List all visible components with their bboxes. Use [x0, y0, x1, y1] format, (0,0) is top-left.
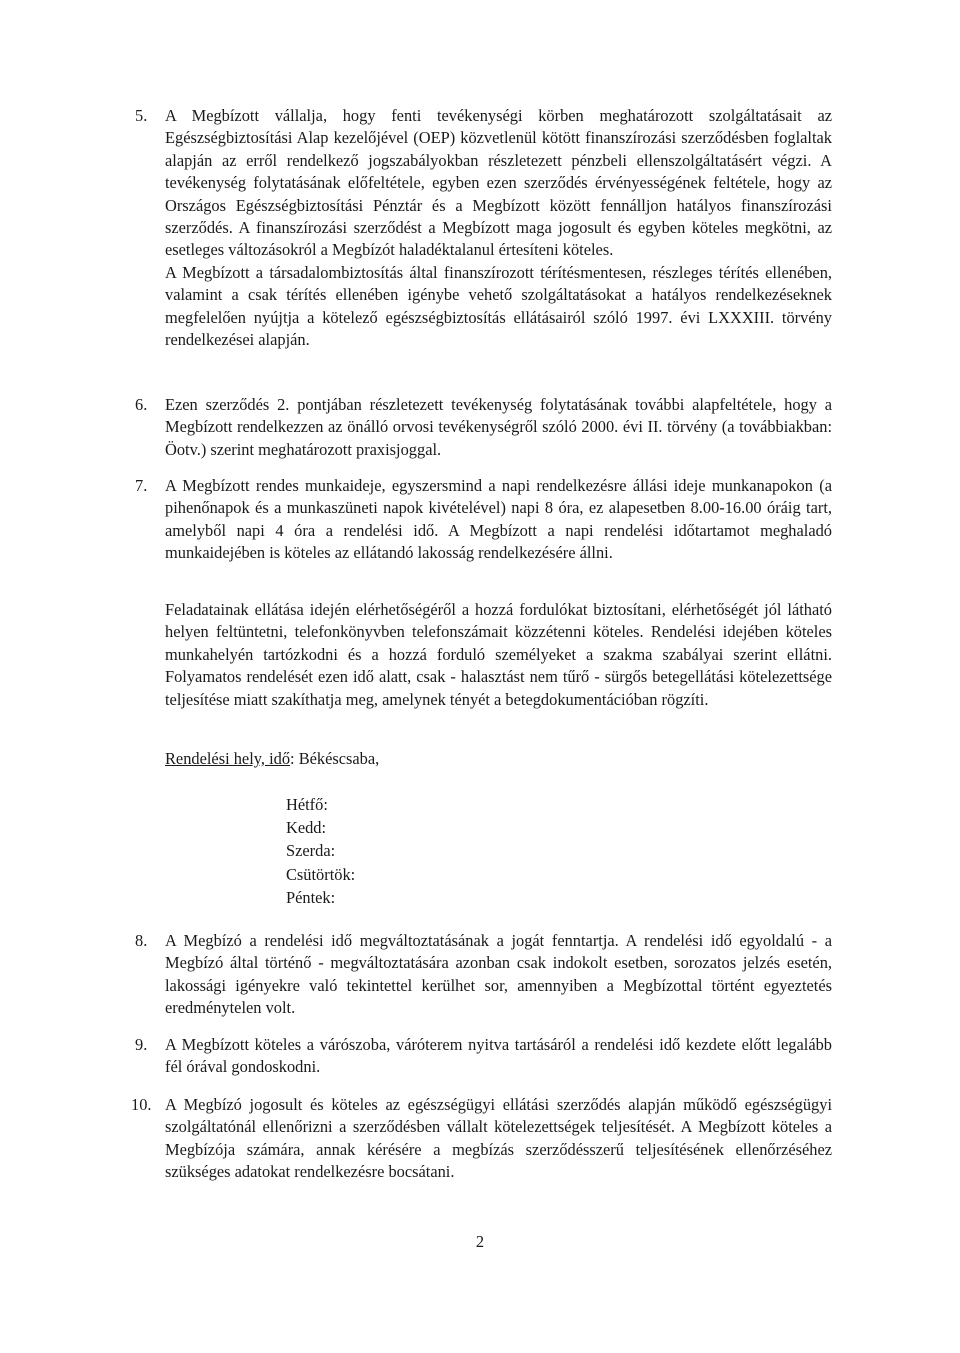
clause-body	[165, 394, 832, 461]
clause-body	[165, 105, 832, 351]
schedule-day-thursday: Csütörtök:	[286, 864, 356, 884]
clause-paragraph: A Megbízó jogosult és köteles az egészségügyi ellátási szerződés alapján működő egészségügyi szolgáltatónál ellenőrizni a szerződésben vállalt kötelezettségek teljesítését. A Megbízott köteles a Megbízója számára, annak kérésére a megbízás szerződésszerű teljesítésének ellenőrzéséhez szükséges adatokat rendelkezésre bocsátani.	[165, 1095, 832, 1182]
schedule-label: Rendelési hely, idő	[165, 749, 291, 768]
clause-7	[135, 475, 832, 565]
clause-7-availability	[165, 599, 832, 711]
clause-body	[165, 1034, 832, 1079]
schedule-day-tuesday: Kedd:	[286, 818, 327, 838]
clause-number: 7.	[135, 476, 148, 495]
schedule-day-monday: Hétfő:	[286, 795, 328, 814]
schedule-day-friday: Péntek:	[286, 887, 336, 907]
clause-paragraph: Feladatainak ellátása idején elérhetőségéről a hozzá fordulókat biztosítani, elérhetőségét jól látható helyen feltüntetni, telefonkönyvben telefonszámait közzétenni köteles. Rendelési idejében köteles munkahelyén tartózkodni és a hozzá forduló személyeket a szakma szabályai szerint ellátni. Folyamatos rendelését ezen idő alatt, csak - halasztást nem tűrő - sürgős betegellátási kötelezettsége teljesítése miatt szakíthatja meg, amelynek tényét a betegdokumentációban rögzíti.	[165, 600, 832, 709]
clause-number: 8.	[135, 931, 148, 950]
clause-9	[135, 1034, 832, 1079]
clause-paragraph: A Megbízott a társadalombiztosítás által finanszírozott térítésmentesen, részleges térítés ellenében, valamint a csak térítés ellenében igénybe vehető szolgáltatásokat a hatályos rendelkezéseknek megfelelően nyújtja a kötelező egészségbiztosítás ellátásairól szóló 1997. évi LXXXIII. törvény rendelkezései alapján.	[165, 262, 832, 350]
clause-body	[165, 475, 832, 565]
clause-5	[135, 105, 832, 351]
clause-number: 9.	[135, 1035, 148, 1054]
clause-8	[135, 930, 832, 1020]
page-number: 2	[475, 1232, 485, 1251]
clause-number: 6.	[135, 395, 148, 414]
clause-paragraph: A Megbízó a rendelési idő megváltoztatásának a jogát fenntartja. A rendelési idő egyoldalú - a Megbízó által történő - megváltoztatására azonban csak indokolt esetben, sorozatos jelzés esetén, lakossági igényekre való tekintettel kerülhet sor, amennyiben a Megbízottal történt egyeztetés eredménytelen volt.	[165, 931, 832, 1018]
clause-paragraph: A Megbízott rendes munkaideje, egyszersmind a napi rendelkezésre állási ideje munkanapokon (a pihenőnapok és a munkaszüneti napok kivételével) napi 8 óra, ez alapesetben 8.00-16.00 óráig tart, amelyből napi 4 óra a rendelési idő. A Megbízott a napi rendelési időtartamot meghaladó munkaidejében is köteles az ellátandó lakosság rendelkezésére állni.	[165, 476, 832, 563]
schedule-colon: :	[290, 749, 295, 768]
clause-6	[135, 394, 832, 461]
clause-number: 10.	[131, 1095, 152, 1114]
schedule-place-value: Békéscsaba,	[294, 749, 380, 768]
clause-paragraph: A Megbízott köteles a várószoba, váróterem nyitva tartásáról a rendelési idő kezdete előtt legalább fél órával gondoskodni.	[165, 1035, 832, 1077]
schedule-days	[286, 793, 355, 909]
clause-paragraph: A Megbízott vállalja, hogy fenti tevékenységi körben meghatározott szolgáltatásait az Egészségbiztosítási Alap kezelőjével (OEP) közvetlenül kötött finanszírozási szerződésben foglaltak alapján az erről rendelkező jogszabályokban részletezett pénzbeli ellenszolgáltatásért végzi. A tevékenység folytatásának előfeltétele, egyben ezen szerződés érvényességének feltétele, hogy az Országos Egészségbiztosítási Pénztár és a Megbízott között fennálljon hatályos finanszírozási szerződés. A finanszírozási szerződést a Megbízott maga jogosult és egyben köteles megkötni, az esetleges változásokról a Megbízót haladéktalanul értesíteni köteles.	[165, 106, 832, 260]
clause-paragraph: Ezen szerződés 2. pontjában részletezett tevékenység folytatásának további alapfeltétele, hogy a Megbízott rendelkezzen az önálló orvosi tevékenységről szóló 2000. évi II. törvény (a továbbiakban: Öotv.) szerint meghatározott praxisjoggal.	[165, 395, 832, 459]
schedule-day-wednesday: Szerda:	[286, 841, 336, 861]
schedule-place	[165, 748, 379, 770]
clause-10	[131, 1094, 832, 1184]
clause-body	[165, 1094, 832, 1184]
clause-number: 5.	[135, 106, 148, 125]
clause-body	[165, 930, 832, 1020]
